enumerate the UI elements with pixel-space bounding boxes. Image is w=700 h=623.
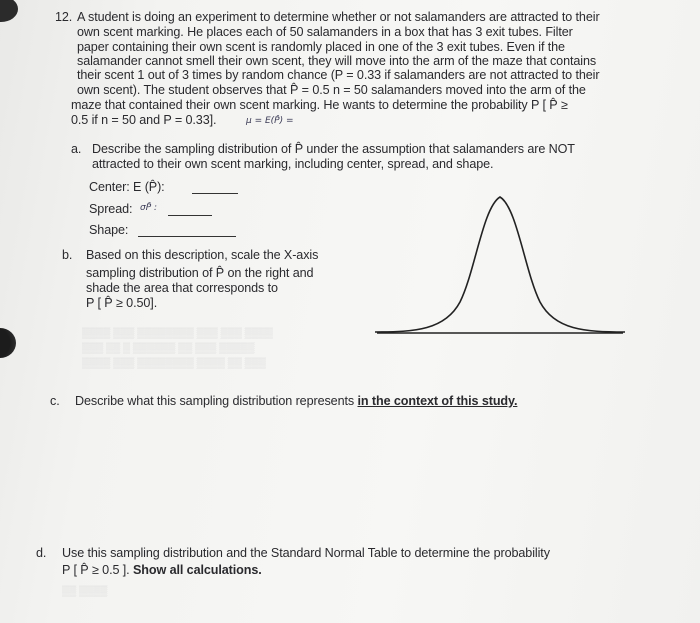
- part-a-label: a.: [71, 142, 82, 156]
- binder-hole-middle: [0, 328, 16, 358]
- part-a-line: Describe the sampling distribution of P̂ under the assumption that salamanders are NOT: [92, 142, 575, 156]
- problem-line: salamander cannot smell their own scent, they will move into the arm of the maze that contains: [77, 54, 597, 68]
- part-b-line: shade the area that corresponds to: [86, 281, 278, 295]
- part-c-emphasis: in the context of this study.: [357, 394, 518, 408]
- part-c-label: c.: [50, 394, 60, 408]
- normal-curve-graph[interactable]: [375, 182, 625, 342]
- part-b-line: Based on this description, scale the X-axis: [86, 248, 319, 262]
- problem-number: 12.: [55, 10, 73, 24]
- problem-line: own scent marking. He places each of 50 salamanders in a box that has 3 exit tubes. Filter: [77, 25, 573, 39]
- spread-label: Spread:: [89, 202, 133, 216]
- problem-line: paper containing their own scent is randomly placed in one of the 3 exit tubes. Even if the: [77, 40, 565, 54]
- spread-answer-blank[interactable]: [168, 204, 212, 216]
- part-a-line: attracted to their own scent marking, including center, spread, and shape.: [92, 157, 494, 171]
- part-d-line: Use this sampling distribution and the Standard Normal Table to determine the probability: [62, 546, 550, 560]
- normal-curve: [375, 197, 625, 332]
- part-d-question: [62, 563, 262, 578]
- problem-line: A student is doing an experiment to determine whether or not salamanders are attracted to their: [77, 10, 600, 24]
- shape-answer-blank[interactable]: [138, 225, 236, 237]
- part-d-label: d.: [36, 546, 47, 560]
- problem-line: maze that contained their own scent marking. He wants to determine the probability P [ P̂ ≥: [71, 98, 568, 112]
- bleed-through-text: ▒▒▒▒ ▒▒▒ ▒▒▒▒▒▒▒▒ ▒▒▒▒ ▒▒ ▒▒▒: [82, 358, 266, 369]
- spread-handwritten: σP̂ :: [140, 203, 158, 213]
- center-answer-blank[interactable]: [192, 182, 238, 194]
- binder-hole-top: [0, 0, 18, 22]
- part-b-line: sampling distribution of P̂ on the right and: [86, 266, 314, 280]
- problem-line: their scent 1 out of 3 times by random chance (P = 0.33 if salamanders are not attracted to their: [77, 68, 600, 82]
- problem-line: 0.5 if n = 50 and P = 0.33].: [71, 113, 217, 127]
- center-label: Center: E (P̂):: [89, 180, 165, 194]
- part-b-label: b.: [62, 248, 73, 262]
- part-b-line: P [ P̂ ≥ 0.50].: [86, 296, 158, 310]
- handwritten-note: μ = E(P̂) =: [246, 116, 294, 126]
- problem-line: own scent). The student observes that P̂ = 0.5 n = 50 salamanders moved into the arm of the: [77, 83, 586, 97]
- part-c-text: Describe what this sampling distribution represents: [75, 394, 358, 408]
- shape-label: Shape:: [89, 223, 129, 237]
- part-c-question: [75, 394, 517, 409]
- bleed-through-text: ▒▒ ▒▒▒▒: [62, 586, 108, 597]
- bleed-through-text: ▒▒▒ ▒▒ ▒ ▒▒▒▒▒▒ ▒▒ ▒▒▒ ▒▒▒▒▒: [82, 343, 255, 354]
- bleed-through-text: ▒▒▒▒ ▒▒▒ ▒▒▒▒▒▒▒▒ ▒▒▒ ▒▒▒ ▒▒▒▒: [82, 328, 274, 339]
- part-d-text: P [ P̂ ≥ 0.5 ].: [62, 563, 133, 577]
- part-d-emphasis: Show all calculations.: [132, 563, 262, 577]
